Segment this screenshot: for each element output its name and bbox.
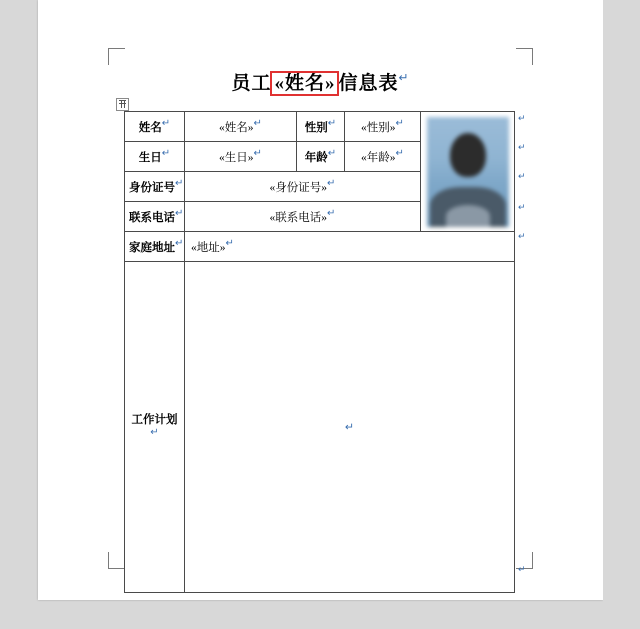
cell-field-id-number[interactable]	[185, 172, 421, 202]
cell-mark-icon: ↵	[327, 208, 336, 220]
page-title[interactable]	[38, 68, 603, 95]
cell-mark-icon: ↵	[175, 238, 184, 250]
merge-field-name-selected[interactable]: «姓名»	[274, 73, 336, 94]
merge-field-text: «姓名»	[219, 121, 254, 134]
cell-mark-icon: ↵	[327, 118, 337, 130]
cell-label-address[interactable]	[125, 232, 185, 262]
merge-field-text: «联系电话»	[269, 211, 328, 224]
row-end-mark-icon: ↵	[518, 113, 526, 123]
label-text: 联系电话	[129, 211, 175, 224]
cell-mark-icon: ↵	[327, 178, 336, 190]
merge-field-text: «生日»	[219, 151, 254, 164]
merge-field-text: «身份证号»	[269, 181, 328, 194]
document-page[interactable]	[38, 0, 603, 600]
table-row[interactable]	[125, 262, 515, 593]
photo-head-shape	[450, 133, 486, 177]
cell-label-birthday[interactable]	[125, 142, 185, 172]
cell-label-name[interactable]	[125, 112, 185, 142]
cell-mark-icon: ↵	[161, 118, 171, 130]
cell-label-age[interactable]	[297, 142, 345, 172]
photo-highlight-shape	[446, 205, 490, 227]
label-text: 性别	[304, 121, 328, 134]
cell-field-birthday[interactable]	[185, 142, 297, 172]
label-text: 生日	[138, 151, 162, 164]
table-move-handle-icon[interactable]	[116, 98, 129, 111]
cell-mark-icon: ↵	[327, 148, 337, 160]
label-text: 家庭地址	[129, 241, 175, 254]
merge-field-text: «年龄»	[361, 151, 396, 164]
paragraph-mark-icon: ↵	[398, 70, 410, 85]
scroll-area-right[interactable]	[603, 0, 640, 629]
merge-field-text: «性别»	[361, 121, 396, 134]
employee-photo	[427, 117, 509, 227]
cell-mark-icon: ↵	[395, 118, 404, 130]
label-text: 工作计划	[131, 414, 178, 427]
cell-mark-icon: ↵	[161, 148, 171, 160]
cell-field-address[interactable]	[185, 232, 515, 262]
cell-mark-icon: ↵	[253, 118, 262, 130]
cell-mark-icon: ↵	[175, 178, 184, 190]
label-text: 身份证号	[129, 181, 175, 194]
row-end-mark-icon: ↵	[518, 171, 526, 181]
cell-mark-icon: ↵	[175, 208, 184, 220]
row-end-mark-icon: ↵	[518, 142, 526, 152]
cell-label-id-number[interactable]	[125, 172, 185, 202]
employee-info-table[interactable]	[124, 111, 515, 593]
title-suffix-text: 信息表	[338, 73, 399, 94]
title-prefix-text: 员工	[231, 73, 272, 94]
cell-mark-icon: ↵	[253, 148, 262, 160]
label-text: 年龄	[304, 151, 328, 164]
merge-field-text: «地址»	[191, 241, 226, 254]
margin-mark-top-right	[516, 48, 533, 65]
cell-field-age[interactable]	[345, 142, 421, 172]
cell-field-gender[interactable]	[345, 112, 421, 142]
cell-label-gender[interactable]	[297, 112, 345, 142]
row-end-mark-icon: ↵	[518, 202, 526, 212]
cell-label-work-plan[interactable]	[125, 262, 185, 593]
label-text: 姓名	[138, 121, 162, 134]
margin-mark-bottom-left	[108, 552, 125, 569]
cell-field-phone[interactable]	[185, 202, 421, 232]
table-row[interactable]	[125, 232, 515, 262]
margin-mark-top-left	[108, 48, 125, 65]
cell-field-name[interactable]	[185, 112, 297, 142]
cell-mark-icon: ↵	[395, 148, 404, 160]
cell-field-work-plan[interactable]	[185, 262, 515, 593]
cell-mark-icon: ↵	[150, 427, 159, 439]
cell-label-phone[interactable]	[125, 202, 185, 232]
cell-employee-photo[interactable]	[421, 112, 515, 232]
row-end-mark-icon: ↵	[518, 564, 526, 574]
cell-mark-icon: ↵	[225, 238, 234, 250]
cell-mark-icon: ↵	[344, 421, 355, 434]
row-end-mark-icon: ↵	[518, 231, 526, 241]
table-row[interactable]	[125, 112, 515, 142]
